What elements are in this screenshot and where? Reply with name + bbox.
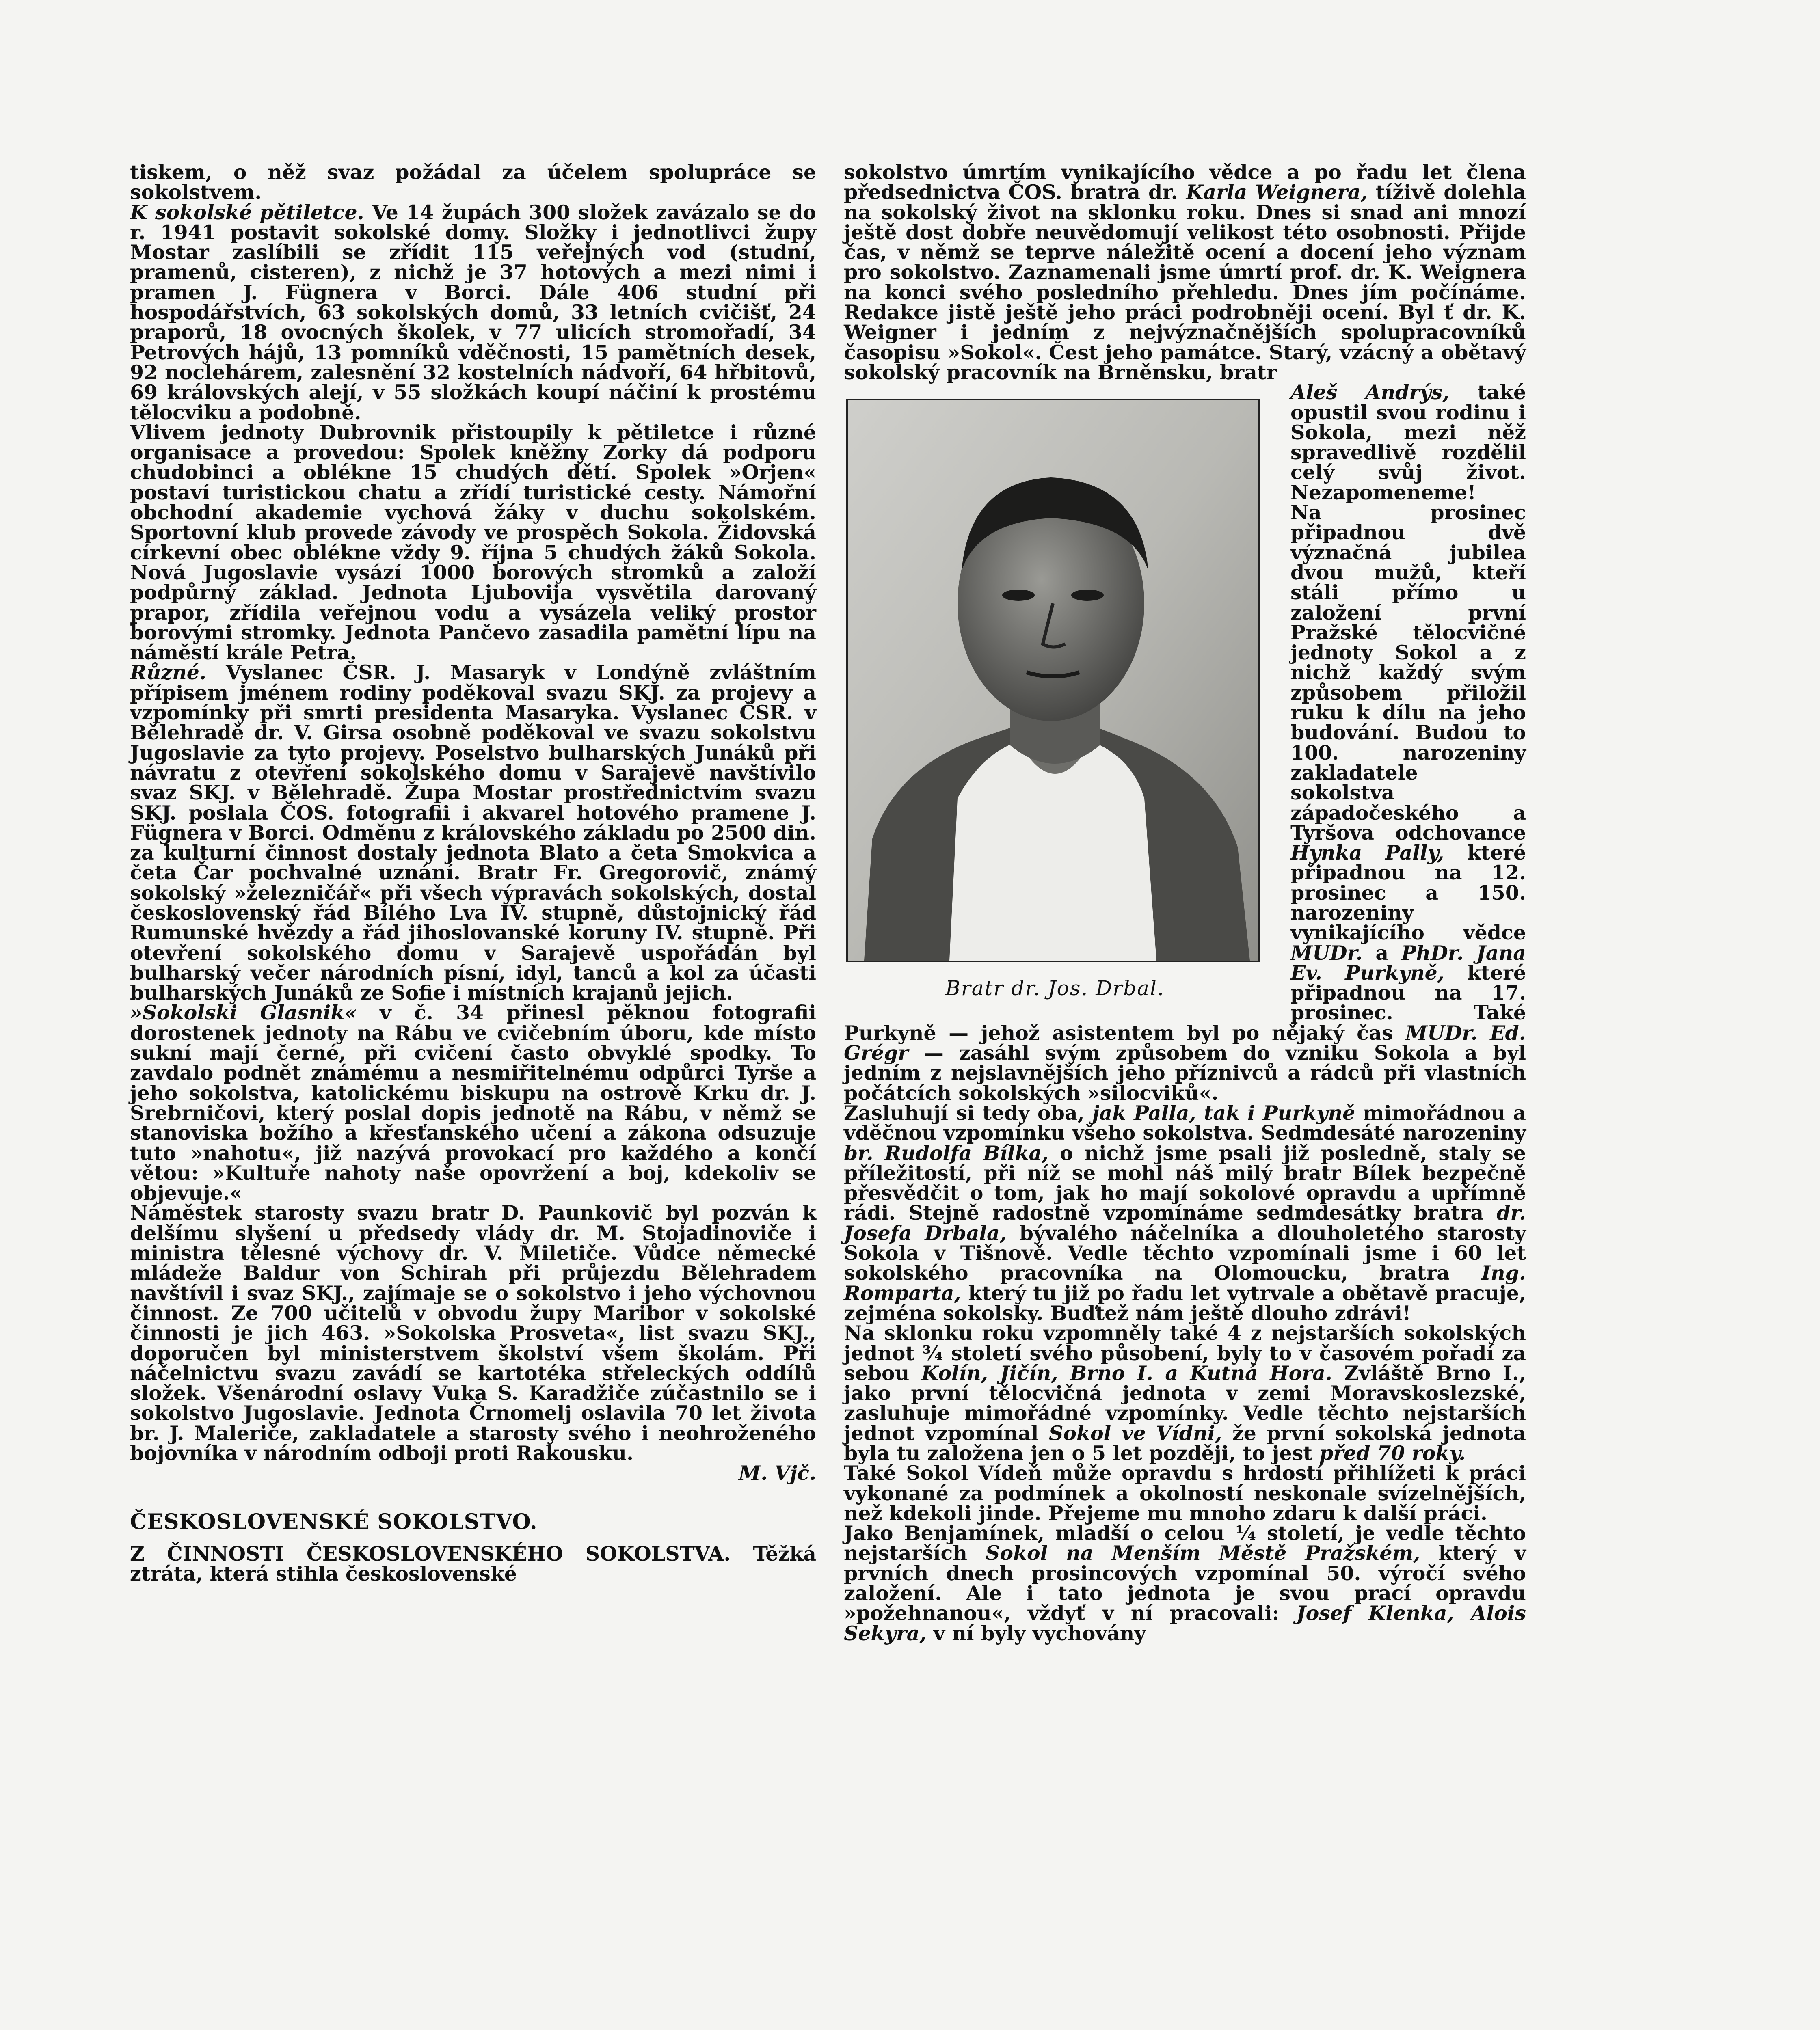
text: tíživě dolehla na sokolský život na sklonku roku. Dnes si snad ani mnozí ještě dost dobře neuvědomují velikost této osobnosti. Přijde čas, v němž se teprve náležitě ocení a docení jeho význam pro sokolstvo. Zaznamenali jsme úmrtí prof. dr. K. Weignera na konci svého posledního přehledu. Dnes jím počínáme. Redakce jistě ještě jeho práci podrobněji ocení. Byl ť dr. K. Weigner i jedním z nejvýznačnějších spolupracovníků časopisu »Sokol«. Čest jeho památce. Starý, vzácný a obětavý sokolský pracovník na Brněnsku, bratr [844,180,1526,384]
person-name: dr. Josefa Drbala, [844,1201,1526,1245]
paragraph [130,663,816,1003]
paragraph: tiskem, o něž svaz požádal za účelem spolupráce se sokolstvem. [130,160,816,204]
paragraph [844,1103,1526,1323]
text: mimořádnou a vděčnou vzpomínku všeho sokolstva. Sedmdesáté narozeniny [844,1101,1526,1145]
text: který v prvních dnech prosincových vzpomínal 50. výročí svého založení. Ale i tato jednota je svou prací opravdu »požehnanou«, vždyť v ní pracovali: [844,1541,1526,1625]
text: v ní byly vychovány [926,1621,1146,1645]
text: že první sokolská jednota byla tu založena jen o 5 let později, to jest [844,1421,1526,1465]
right-column [844,162,1526,1643]
paragraph-text: Ve 14 župách 300 složek zavázalo se do r. 1941 postavit sokolské domy. Složky i jednotlivci župy Mostar zaslíbili se zřídit 115 veřejných vod (studní, pramenů, cisteren), z nichž je 37 hotových a mezi nimi i pramen J. Fügnera v Borci. Dále 406 studní při hospodářstvích, 63 sokolských domů, 33 letních cvičišť, 24 praporů, 18 ovocných školek, v 77 ulicích stromořadí, 34 Petrových hájů, 13 pomníků vděčnosti, 15 pamětních desek, 92 noclehárem, zalesnění 32 kostelních nádvoří, 64 hřbitovů, 69 královských alejí, v 55 složkách koupí náčiní k prostému tělocviku a podobně. [130,200,816,424]
paragraph-text: Vyslanec ČSR. J. Masaryk v Londýně zvláštním přípisem jménem rodiny poděkoval svazu SKJ. za projevy a vzpomínky při smrti presidenta Masaryka. Vyslanec ČSR. v Bělehradě dr. V. Girsa osobně poděkoval ve svazu sokolstvu Jugoslavie za tyto projevy. Poselstvo bulharských Junáků při návratu z otevření sokolského domu v Sarajevě navštívilo svaz SKJ. v Bělehradě. Župa Mostar prostřednictvím svazu SKJ. poslala ČOS. fotografii i akvarel hotového pramene J. Fügnera v Borci. Odměnu z královského základu po 2500 din. za kulturní činnost dostaly jednota Blato a četa Smokvica a četa Čar pochvalné uznání. Bratr Fr. Gregorovič, známý sokolský »železničář« při všech výpravách sokolských, dostal československý řád Bílého Lva IV. stupně, důstojnický řád Rumunské hvězdy a řád jihoslovanské koruny IV. stupně. Při otevření sokolského domu v Sarajevě uspořádán byl bulharský večer národních písní, idyl, tanců a kol za účasti bulharských Junáků ze Sofie i místních krajanů jejich. [130,661,816,1005]
paragraph: Také Sokol Vídeň může opravdu s hrdostí přihlížeti k práci vykonané za podmínek a okolností neskonale svízelnějších, než kdekoli jinde. Přejeme mu mnoho zdaru k další práci. [844,1461,1526,1525]
text: bývalého náčelníka a dlouholetého starosty Sokola v Tišnově. Vedle těchto vzpomínali jsme i 60 let sokolského pracovníka na Olomoucku, bratra [844,1221,1526,1285]
person-name: Aleš Andrýs, [1290,380,1450,404]
organization-name: Sokol na Menším Městě Pražském, [985,1541,1420,1565]
person-name: Hynka Pally, [1290,841,1444,865]
section-lead: »Sokolski Glasnik« [130,1001,357,1025]
paragraph [844,1523,1526,1643]
text: které připadnou na 12. prosinec a 150. narozeniny vynikajícího vědce [1290,841,1526,945]
paragraph [130,1544,816,1584]
text: a [1362,941,1401,965]
text: Na prosinec připadnou dvě význačná jubilea dvou mužů, kteří stáli přímo u založení první Pražské tělocvičné jednoty Sokol a z nichž každý svým způsobem přiložil ruku k dílu na jeho budování. Budou to 100. narozeniny zakladatele sokolstva západočeského a Tyršova odchovance [1290,501,1526,844]
portrait-illustration [848,400,1258,961]
text: Jako Benjamínek, mladší o celou ¼ století, je vedle těchto nejstarších [844,1521,1526,1565]
text: Zasluhují si tedy oba, [844,1101,1092,1125]
person-name: PhDr. Jana Ev. Purkyně, [1290,941,1526,985]
section-lead: Různé. [130,661,207,685]
paragraph-text: v č. 34 přinesl pěknou fotografii dorostenek jednoty na Rábu ve cvičebním úboru, kde místo sukní mají černé, při cvičení často obvyklé spodky. To zavdalo podnět známému a nesmiřitelnému odpůrci Tyrše a jeho sokolstva, katolickému biskupu na ostrově Krku dr. J. Srebrničovi, který poslal dopis jednotě na Rábu, v němž se stanoviska božího a křesťanského učení a zákona odsuzuje tuto »nahotu«, již nazývá provokací pro každého a končí větou: »Kultuře nahoty naše opovržení a boj, kdekoliv se objevuje.« [130,1001,816,1205]
portrait-photo [846,399,1260,962]
text: sokolstvo úmrtím vynikajícího vědce a po řadu let člena předsednictva ČOS. bratra dr. [844,160,1526,204]
person-name: Karla Weignera, [1186,180,1368,204]
paragraph: Náměstek starosty svazu bratr D. Paunkovič byl pozván k delšímu slyšení u předsedy vlády dr. M. Stojadinoviče i ministra tělesné výchovy dr. V. Miletiče. Vůdce německé mládeže Baldur von Schirah při průjezdu Bělehradem navštívil i svaz SKJ., zajímaje se o sokolstvo i jeho výchovnou činnost. Ze 700 učitelů v obvodu župy Maribor v sokolské činnosti je jich 463. »Sokolska Prosveta«, list svazu SKJ., doporučen byl ministerstvem školství všem školám. Při náčelnictvu svazu zavádí se kartotéka střeleckých oddílů složek. Všenárodní oslavy Vuka S. Karadžiče zúčastnilo se i sokolstvo Jugoslavie. Jednota Črnomelj oslavila 70 let života br. J. Maleriče, zakladatele a starosty svého i neohroženého bojovníka v národním odboji proti Rakousku. [130,1201,816,1465]
paragraph [130,200,816,424]
text: který tu již po řadu let vytrvale a obětavě pracuje, zejména sokolsky. Buďtež nám ještě dlouho zdrávi! [844,1281,1526,1325]
person-name: MUDr. Ed. Grégr [844,1021,1526,1065]
person-name: jak Palla, tak i Purkyně [1092,1101,1355,1125]
text: které připadnou na 17. prosinec. Také Purkyně — jehož asistentem byl po nějaký čas [844,961,1526,1045]
person-name: br. Rudolfa Bílka, [844,1141,1049,1165]
text: Zvláště Brno I., jako první tělocvičná jednota v zemi Moravskoslezské, zasluhuje mimořádné vzpomínky. Vedle těchto nejstarších jednot vzpomínal [844,1361,1526,1445]
text: o nichž jsme psali již posledně, staly se příležitostí, při níž se mohl náš milý bratr Bílek bezpečně přesvědčit o tom, jak ho mají sokolové opravdu a upřímně rádi. Stejně radostně vzpomínáme sedmdesátky bratra [844,1141,1526,1225]
person-name: MUDr. [1290,941,1363,965]
section-lead: K sokolské pětiletce. [130,200,364,224]
paragraph: Vlivem jednoty Dubrovnik přistoupily k pětiletce i různé organisace a provedou: Spolek kněžny Zorky dá podporu chudobinci a oblékne 15 chudých dětí. Spolek »Orjen« postaví turistickou chatu a zřídí turistické cesty. Námořní obchodní akademie vychová žáky v duchu sokolském. Sportovní klub provede závody ve prospěch Sokola. Židovská církevní obec oblékne vždy 9. října 5 chudých žáků Sokola. Nová Jugoslavie vysází 1000 borových stromků a založí podpůrný základ. Jednota Ljubovija vysvětila darovaný prapor, zřídila veřejnou vodu a vysázela veliký prostor borovými stromky. Jednota Pančevo zasadila pamětní lípu na náměstí krále Petra. [130,420,816,665]
person-name: Josef Klenka, Alois Sekyra, [844,1601,1526,1645]
text: také opustil svou rodinu i Sokola, mezi něž spravedlivě rozdělil celý svůj život. Nezapomeneme! [1290,380,1526,504]
author-signature: M. Vjč. [739,1461,816,1485]
photo-caption: Bratr dr. Jos. Drbal. [945,976,1165,1000]
portrait-figure [844,399,1266,998]
left-column [130,162,816,1584]
text: — zasáhl svým způsobem do vzniku Sokola a byl jedním z nejslavnějších jeho příznivců a rádců při vlastních počátcích sokolských »silocviků«. [844,1041,1526,1105]
paragraph-text: Těžká ztráta, která stihla československé [130,1542,816,1586]
place-names: Kolín, Jičín, Brno I. a Kutná Hora. [921,1361,1332,1385]
text: Na sklonku roku vzpomněly také 4 z nejstarších sokolských jednot ¾ století svého působení, byly to v časovém pořadí za sebou [844,1321,1526,1385]
paragraph [130,1003,816,1203]
paragraph [844,1323,1526,1463]
person-name: Ing. Romparta, [844,1261,1526,1305]
paragraph [844,162,1526,382]
section-heading: ČESKOSLOVENSKÉ SOKOLSTVO. [130,1509,538,1534]
emphasis: před 70 roky. [1319,1441,1466,1465]
organization-name: Sokol ve Vídni, [1048,1421,1222,1445]
section-lead: Z ČINNOSTI ČESKOSLOVENSKÉHO SOKOLSTVA. [130,1542,731,1566]
